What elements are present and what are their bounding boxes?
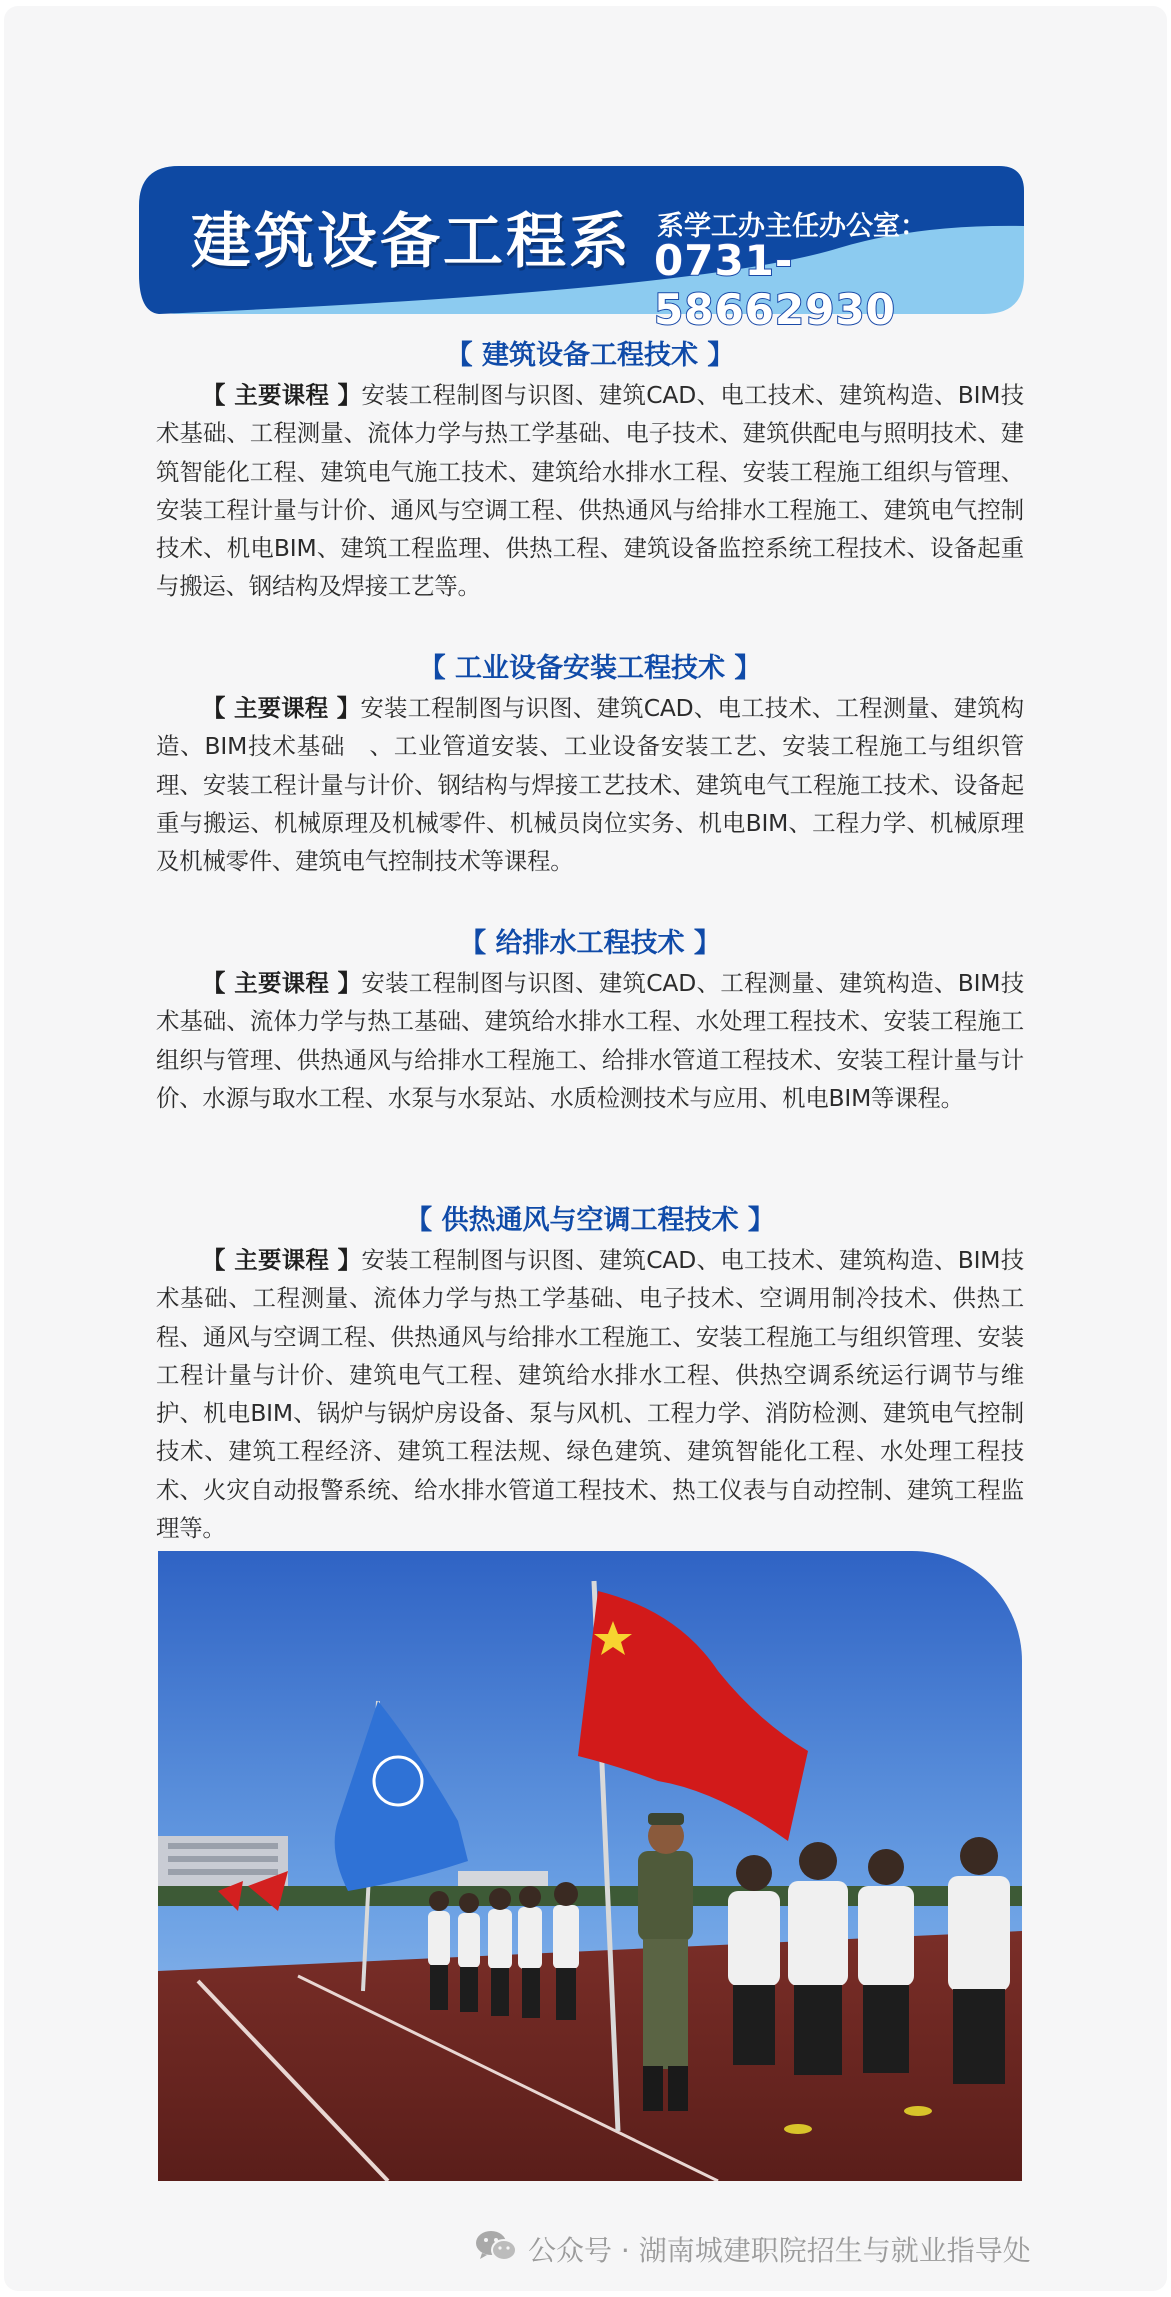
program-courses — [156, 689, 1024, 880]
program-title: 【 建筑设备工程技术 】 — [445, 340, 735, 371]
program-courses — [156, 376, 1024, 606]
footer-text: 公众号 · 湖南城建职院招生与就业指导处 — [528, 2234, 1031, 2267]
program-courses — [156, 964, 1024, 1117]
courses-label: 【 主要课程 】 — [202, 969, 362, 997]
office-label: 系学工办主任办公室： — [657, 211, 927, 242]
program-courses — [156, 1241, 1024, 1547]
wechat-icon — [474, 2228, 518, 2271]
flag-ceremony-image — [158, 1551, 1022, 2181]
program-section-industrial-installation — [156, 649, 1024, 880]
program-title: 【 工业设备安装工程技术 】 — [418, 653, 762, 684]
page — [4, 6, 1167, 2291]
courses-text: 安装工程制图与识图、建筑CAD、电工技术、建筑构造、BIM技术基础、工程测量、流体力学与热工学基础、电子技术、建筑供配电与照明技术、建筑智能化工程、建筑电气施工技术、建筑给水排水工程、安装工程施工组织与管理、安装工程计量与计价、通风与空调工程、供热通风与给排水工程施工、建筑电气控制技术、机电BIM、建筑工程监理、供热工程、建筑设备监控系统工程技术、设备起重与搬运、钢结构及焊接工艺等。 — [156, 381, 1024, 601]
courses-text: 安装工程制图与识图、建筑CAD、工程测量、建筑构造、BIM技术基础、流体力学与热工基础、建筑给水排水工程、水处理工程技术、安装工程施工组织与管理、供热通风与给排水工程施工、给排水管道工程技术、安装工程计量与计价、水源与取水工程、水泵与水泵站、水质检测技术与应用、机电BIM等课程。 — [156, 969, 1024, 1112]
department-title: 建筑设备工程系 — [191, 207, 632, 277]
courses-label: 【 主要课程 】 — [202, 1246, 362, 1274]
program-title: 【 给排水工程技术 】 — [459, 928, 721, 959]
program-title: 【 供热通风与空调工程技术 】 — [405, 1205, 775, 1236]
program-section-building-equipment — [156, 336, 1024, 606]
flag-ceremony-photo — [158, 1551, 1022, 2181]
courses-label: 【 主要课程 】 — [202, 381, 362, 409]
program-section-heating-ventilation — [156, 1201, 1024, 1547]
program-section-water-supply-drainage — [156, 924, 1024, 1117]
courses-label: 【 主要课程 】 — [202, 694, 361, 722]
office-phone: 0731-58662930 — [654, 236, 896, 334]
courses-text: 安装工程制图与识图、建筑CAD、电工技术、建筑构造、BIM技术基础、工程测量、流体力学与热工学基础、电子技术、空调用制冷技术、供热工程、通风与空调工程、供热通风与给排水工程施工、安装工程施工与组织管理、安装工程计量与计价、建筑电气工程、建筑给水排水工程、供热空调系统运行调节与维护、机电BIM、锅炉与锅炉房设备、泵与风机、工程力学、消防检测、建筑电气控制技术、建筑工程经济、建筑工程法规、绿色建筑、建筑智能化工程、水处理工程技术、火灾自动报警系统、给水排水管道工程技术、热工仪表与自动控制、建筑工程监理等。 — [156, 1246, 1024, 1543]
department-banner — [139, 166, 1024, 334]
wechat-footer — [474, 2224, 1031, 2274]
courses-text: 安装工程制图与识图、建筑CAD、电工技术、工程测量、建筑构造、BIM技术基础 、工业管道安装、工业设备安装工艺、安装工程施工与组织管理、安装工程计量与计价、钢结构与焊接工艺技术、建筑电气工程施工技术、设备起重与搬运、机械原理及机械零件、机械员岗位实务、机电BIM、工程力学、机械原理及机械零件、建筑电气控制技术等课程。 — [156, 694, 1024, 876]
